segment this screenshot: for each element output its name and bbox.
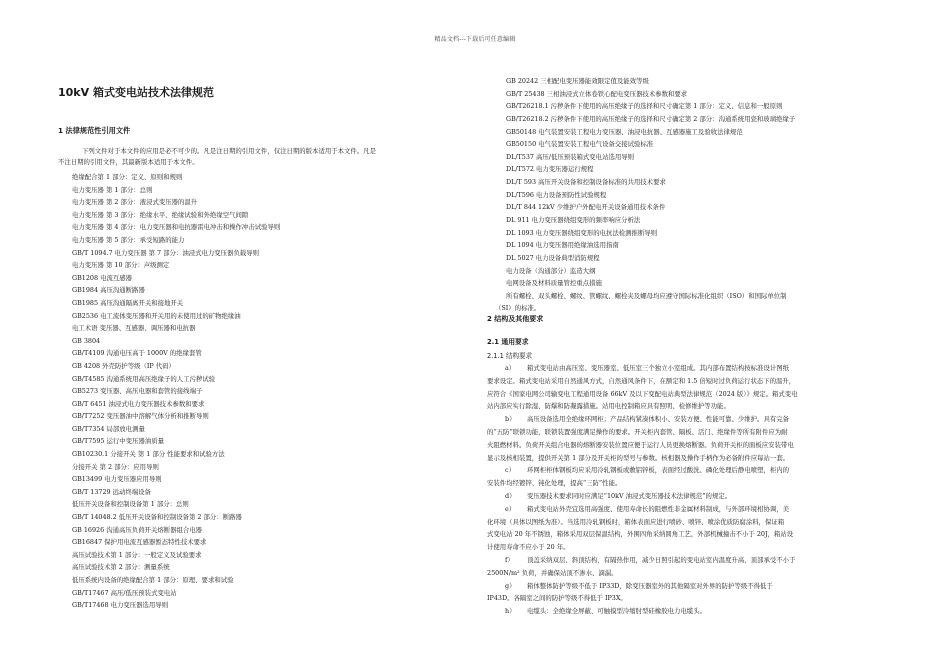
section-2-1-1-heading: 2.1.1 结构要求 (487, 352, 533, 360)
reference-item: GB13499 电力变压器应用导则 (72, 475, 162, 484)
header-note: 精品文档---下载后可任意编辑 (434, 36, 516, 43)
requirement-line: h） 电缆头：全绝缘全屏蔽、可触摸型冷缩肘型硅橡胶电力电缆头。 (487, 605, 892, 618)
requirements-list (487, 362, 892, 618)
reference-item: GB/T7354 局部放电测量 (72, 424, 145, 433)
requirement-line: d） 变压器技术要求同时应满足“10kV 油浸式变压器技术法律规范”的规定。 (487, 490, 892, 503)
reference-item: 电力变压器 第 1 部分：总则 (72, 185, 153, 194)
requirement-line: 式变电站 20 年不锈蚀，箱体采用双层保温结构，外围四角采纳圆角工艺，外部机械撞击不小于 20J，箱站设 (487, 530, 794, 539)
reference-item: GB2536 电工流体变压器和开关用的未使用过的矿物绝缘油 (72, 311, 241, 320)
requirement-line: f） 顶盖采纳双层、斜顶结构，有隔热作用，减少日照引起的变电站室内温度升高，顶部承受不小于 (487, 554, 892, 567)
requirement-line: b） 高压设备选用全绝缘环网柜；产品结构紧凑体积小、安装方便、性能可靠、少维护。具有完备 (487, 413, 892, 426)
requirement-line: c） 环网柜柜体钢板均应采用冷轧钢板或敷铝锌板，表面经过酸洗、磷化处理后静电喷塑，柜内的 (487, 464, 892, 477)
requirement-line: a） 箱式变电站由高压室、变压器室、低压室三个独立小室组成。其内部布置结构按标准设计图纸 (487, 362, 892, 375)
reference-item: GB5273 变压器、高压电器和套管的接线端子 (72, 387, 203, 396)
reference-item: 高压试验技术第 2 部分：测量系统 (72, 563, 170, 572)
reference-item: GB/T7595 运行中变压器油质量 (72, 437, 165, 446)
requirement-line: 安装件均经镀锌、钝化处理，提高“三防”性能。 (487, 479, 622, 488)
reference-item: GB/T 6451 油浸式电力变压器技术参数和要求 (72, 399, 205, 408)
requirement-label: a） (505, 364, 516, 372)
reference-item: GB/T 25438 三相油浸式立体卷铁心配电变压器技术参数和要求 (506, 89, 688, 98)
reference-item: GB/T7252 变压器油中溶解气体分析和推断导则 (72, 412, 209, 421)
requirement-line: 2500N/m² 负荷，并确保站顶不渗水、滴漏。 (487, 568, 618, 577)
requirement-line: 计使用寿命不应小于 20 年。 (487, 543, 570, 552)
reference-item: 高压试验技术第 1 部分：一般定义及试验要求 (72, 550, 202, 559)
reference-item: DL/T537 高压/低压预装箱式变电站选用导则 (506, 152, 635, 161)
reference-item: 绝缘配合第 1 部分：定义、原则和规则 (72, 173, 183, 181)
reference-item: 低压系统内设备的绝缘配合第 1 部分：原理、要求和试验 (72, 576, 234, 584)
reference-continuation: （SI）的标准。 (495, 304, 541, 312)
requirement-label: g） (505, 581, 516, 590)
requirement-line: 站内部应实行除湿、防爆和防凝露措施。站用电控制箱应具有照明、检修维护等功能。 (487, 402, 730, 411)
reference-item: GB/T 13729 远动终端设备 (72, 487, 151, 496)
requirement-line: 化环境（具体以图纸为准）。当选用冷轧钢板时，箱体表面应进行喷砂、喷锌、喷涂优质防腐涂料，保证箱 (487, 517, 785, 526)
reference-list-left (72, 171, 432, 612)
reference-item: GB/T 1094.7 电力变压器 第 7 部分：油浸式电力变压器负载导则 (72, 248, 260, 257)
reference-item: 电网设备及材料质量管控重点措施 (506, 279, 602, 288)
requirement-line: 要求设定。箱式变电站采用自然通风方式，自然通风条件下，在额定和 1.5 倍短时过负荷运行状态下的温升， (487, 376, 796, 385)
reference-item: GB/T 14048.2 低压开关设备和控制设备第 2 部分：断路器 (72, 513, 242, 522)
reference-item: 电力变压器 第 4 部分：电力变压器和电抗器雷电冲击和操作冲击试验导则 (72, 223, 281, 232)
requirement-line: 显示及核相装置，提供开关第 1 部分及开关柜的型号与参数。核相器及操作手柄作为必备附件应每站一套。 (487, 453, 790, 462)
reference-item: GB1984 高压沟通断路器 (72, 286, 145, 295)
reference-item: 电力变压器 第 2 部分：液浸式变压器的温升 (72, 198, 198, 207)
requirement-label: f） (505, 555, 514, 564)
reference-item: 电力变压器 第 3 部分：绝缘水平、绝缘试验和外绝缘空气间隙 (72, 210, 249, 219)
section-1-heading: 1 法律规范性引用文件 (58, 126, 131, 135)
reference-item: DL/T 593 高压开关设备和控制设备标准的共用技术要求 (506, 178, 666, 187)
reference-item: GB 16926 沟通高压负荷开关熔断器组合电器 (72, 525, 203, 534)
reference-item: 电工术语 变压器、互感器、调压器和电抗器 (72, 324, 196, 333)
reference-item: DL/T572 电力变压器运行规程 (506, 165, 594, 174)
reference-item: DL/T 844 12kV 少维护户外配电开关设备通用技术条件 (506, 203, 666, 212)
reference-item: GB/T4585 沟通系统用高压绝缘子的人工污秽试验 (72, 374, 216, 383)
reference-item: GB/T17467 高压/低压预装式变电站 (72, 588, 177, 597)
requirement-label: c） (505, 466, 515, 475)
reference-item: GB16847 保护用电流互感器暂态特性技术要求 (72, 538, 207, 547)
reference-item: GB/T4109 沟通电压高于 1000V 的绝缘套管 (72, 349, 202, 358)
reference-item: 分接开关 第 2 部分：应用导则 (72, 462, 159, 471)
reference-item: GB50148 电气装置安装工程电力变压器、油浸电抗器、互感器施工及验收法律规范 (506, 127, 743, 136)
requirement-line: 的“五防”联锁功能，联锁装置强度满足操作的要求。开关柜内套管、隔板、活门、绝缘件等所有附件应为耐 (487, 427, 788, 436)
reference-item: GB1208 电流互感器 (72, 273, 133, 282)
requirement-line: IP43D。各隔室之间的防护等级不得低于 IP3X。 (487, 594, 627, 603)
requirement-label: e） (505, 504, 516, 513)
reference-item: 电力设备（沟通部分）监造大纲 (506, 266, 596, 275)
reference-item: GB 4208 外壳防护等级（IP 代码） (72, 361, 175, 370)
requirement-line: g） 箱体整体防护等级不低于 IP33D，除变压器室外的其他隔室对外界的防护等级不得低于 (487, 580, 892, 593)
requirement-label: b） (505, 415, 516, 424)
reference-item: DL 911 电力变压器绕组变形的频率响应分析法 (506, 216, 641, 225)
reference-item: DL 5027 电力设备典型消防规程 (506, 253, 600, 262)
reference-item: 电力变压器 第 5 部分：承受短路的能力 (72, 235, 185, 244)
reference-item: 低压开关设备和控制设备第 1 部分：总则 (72, 500, 189, 509)
section-2-heading: 2 结构及其他要求 (487, 315, 544, 323)
reference-item: 所有螺栓、双头螺栓、螺纹、管螺纹、螺栓夹及螺母均应遵守国际标准化组织（ISO）和国际单位制 (506, 291, 787, 300)
reference-item: GB/T26218.2 污秽条件下使用的高压绝缘子的选择和尺寸确定第 2 部分：沟通系统用瓷和玻璃绝缘子 (506, 114, 796, 123)
reference-item: GB 20242 三相配电变压器能效限定值及能效等级 (506, 77, 649, 85)
requirement-line: 应符合《国家电网公司输变电工程通用设备 66kV 及以下变配电站典型法律规范（2024 版）》规定。箱式变电 (487, 389, 798, 398)
reference-item: GB1985 高压沟通隔离开关和接地开关 (72, 298, 184, 307)
requirement-line: 火阻燃材料。负荷开关组合电器的熔断器安装位置应便于运行人员更换熔断器。负荷开关柜的面板应安装带电 (487, 440, 794, 449)
section-1-intro (58, 146, 436, 167)
reference-item: GB10230.1 分接开关 第 1 部分 性能要求和试验方法 (72, 450, 225, 459)
intro-line: 不注日期的引用文件，其最新版本适用于本文件。 (58, 157, 199, 166)
reference-item: GB/T17468 电力变压器选用导则 (72, 601, 169, 610)
reference-item: GB50150 电气装置安装工程电气设备交接试验标准 (506, 140, 654, 149)
document-title: 10kV 箱式变电站技术法律规范 (58, 86, 214, 99)
requirement-label: h） (505, 607, 516, 616)
requirement-label: d） (505, 491, 516, 500)
reference-item: DL/T596 电力设备预防性试验规程 (506, 190, 607, 199)
reference-list-right (506, 75, 896, 303)
reference-item: DL 1093 电力变压器绕组变形的电抗法检测推断导则 (506, 228, 658, 237)
reference-item: GB 3804 (72, 336, 101, 345)
section-2-1-heading: 2.1 通用要求 (487, 338, 529, 346)
intro-line: 下列文件对于本文件的应用是必不可少的。凡是注日期的引用文件，仅注日期的版本适用于本文件。凡是 (82, 147, 376, 155)
reference-item: 电力变压器 第 10 部分：声级测定 (72, 261, 170, 270)
reference-item: DL 1094 电力变压器用绝缘油选用指南 (506, 241, 619, 250)
requirement-line: e） 箱式变电站外壳宜选用高强度、使用寿命长的阻燃性非金属材料制成，与外部环境相协调，美 (487, 503, 892, 516)
reference-item: GB/T26218.1 污秽条件下使用的高压绝缘子的选择和尺寸确定第 1 部分：定义、信息和一般原则 (506, 102, 783, 111)
